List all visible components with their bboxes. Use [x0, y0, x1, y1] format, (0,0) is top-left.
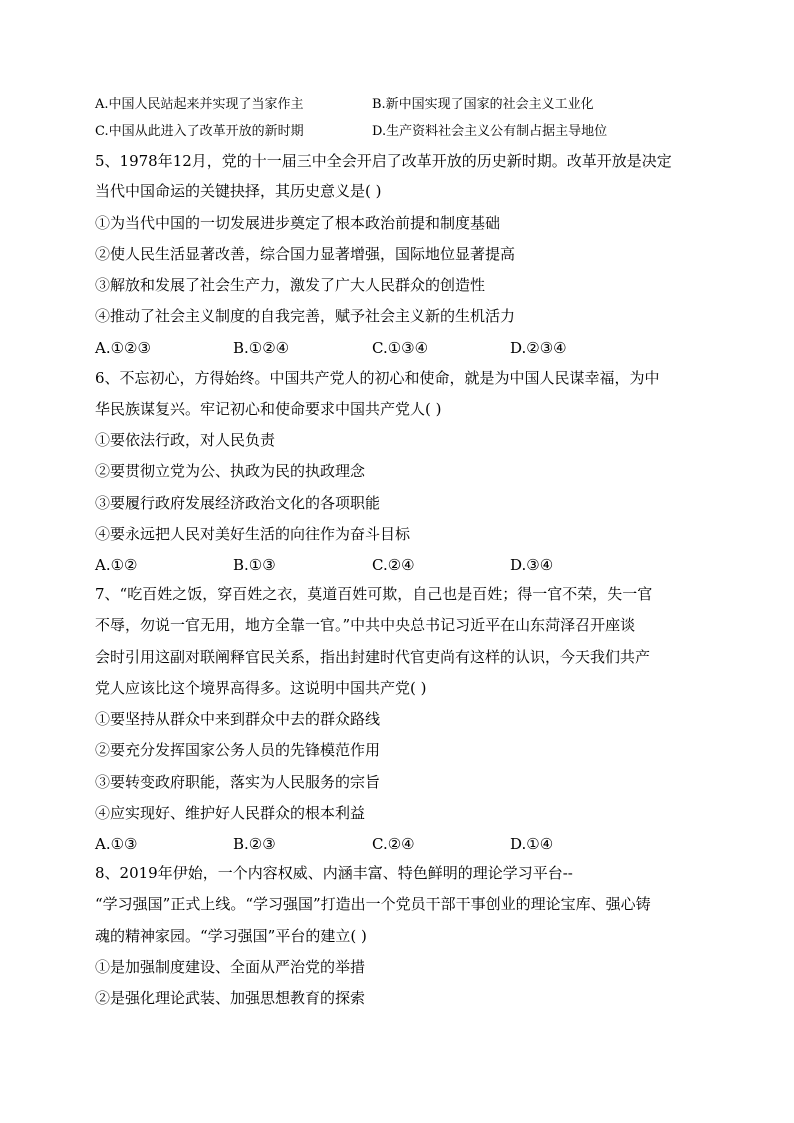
q8-stem-line-3: 魂的精神家园。“学习强国”平台的建立( ) [95, 927, 367, 945]
q5-option-c: C.①③④ [372, 339, 429, 357]
q5-item-2: ②使人民生活显著改善，综合国力显著增强，国际地位显著提高 [95, 245, 516, 263]
q7-item-2: ②要充分发挥国家公务人员的先锋模范作用 [95, 741, 381, 759]
q5-option-d: D.②③④ [510, 339, 567, 357]
q6-option-b: B.①③ [233, 556, 276, 574]
q4-option-d: D.生产资料社会主义公有制占据主导地位 [372, 124, 608, 139]
q7-item-1: ①要坚持从群众中来到群众中去的群众路线 [95, 710, 381, 728]
q6-stem-line-1: 6、不忘初心，方得始终。中国共产党人的初心和使命，就是为中国人民谋幸福，为中 [95, 369, 660, 387]
q7-option-a: A.①③ [95, 835, 138, 853]
q7-stem-line-3: 会时引用这副对联阐释官民关系，指出封建时代官吏尚有这样的认识，今天我们共产 [95, 648, 651, 666]
q6-option-d: D.③④ [510, 556, 554, 574]
q6-stem-line-2: 华民族谋复兴。牢记初心和使命要求中国共产党人( ) [95, 400, 442, 418]
q5-stem-line-1: 5、1978年12月，党的十一届三中全会开启了改革开放的历史新时期。改革开放是决定 [95, 152, 672, 170]
q6-item-4: ④要永远把人民对美好生活的向往作为奋斗目标 [95, 525, 411, 543]
q4-option-b: B.新中国实现了国家的社会主义工业化 [372, 97, 594, 112]
q6-option-c: C.②④ [372, 556, 415, 574]
q7-option-d: D.①④ [510, 835, 554, 853]
q6-option-a: A.①② [95, 556, 138, 574]
q5-item-1: ①为当代中国的一切发展进步奠定了根本政治前提和制度基础 [95, 214, 501, 232]
q7-item-4: ④应实现好、维护好人民群众的根本利益 [95, 804, 366, 822]
q7-item-3: ③要转变政府职能，落实为人民服务的宗旨 [95, 773, 381, 791]
q7-option-c: C.②④ [372, 835, 415, 853]
q4-option-a: A.中国人民站起来并实现了当家作主 [95, 97, 304, 112]
q5-item-4: ④推动了社会主义制度的自我完善，赋予社会主义新的生机活力 [95, 307, 516, 325]
q5-option-a: A.①②③ [95, 339, 151, 357]
q7-option-b: B.②③ [233, 835, 276, 853]
q4-option-c: C.中国从此进入了改革开放的新时期 [95, 124, 304, 139]
q7-stem-line-4: 党人应该比这个境界高得多。这说明中国共产党( ) [95, 679, 427, 697]
q8-item-1: ①是加强制度建设、全面从严治党的举措 [95, 958, 366, 976]
q7-stem-line-2: 不辱，勿说一官无用，地方全靠一官。”中共中央总书记习近平在山东菏泽召开座谈 [95, 616, 636, 634]
q7-stem-line-1: 7、“吃百姓之饭，穿百姓之衣，莫道百姓可欺，自己也是百姓；得一官不荣，失一官 [95, 585, 653, 603]
q5-item-3: ③解放和发展了社会生产力，激发了广大人民群众的创造性 [95, 276, 486, 294]
q6-item-1: ①要依法行政，对人民负责 [95, 431, 276, 449]
q6-item-3: ③要履行政府发展经济政治文化的各项职能 [95, 494, 381, 512]
q8-item-2: ②是强化理论武装、加强思想教育的探索 [95, 989, 366, 1007]
q8-stem-line-2: “学习强国”正式上线。“学习强国”打造出一个党员干部干事创业的理论宝库、强心铸 [95, 895, 651, 913]
q8-stem-line-1: 8、2019年伊始，一个内容权威、内涵丰富、特色鲜明的理论学习平台-- [95, 864, 573, 882]
q6-item-2: ②要贯彻立党为公、执政为民的执政理念 [95, 462, 366, 480]
q5-stem-line-2: 当代中国命运的关键抉择，其历史意义是( ) [95, 182, 382, 200]
q5-option-b: B.①②④ [233, 339, 290, 357]
